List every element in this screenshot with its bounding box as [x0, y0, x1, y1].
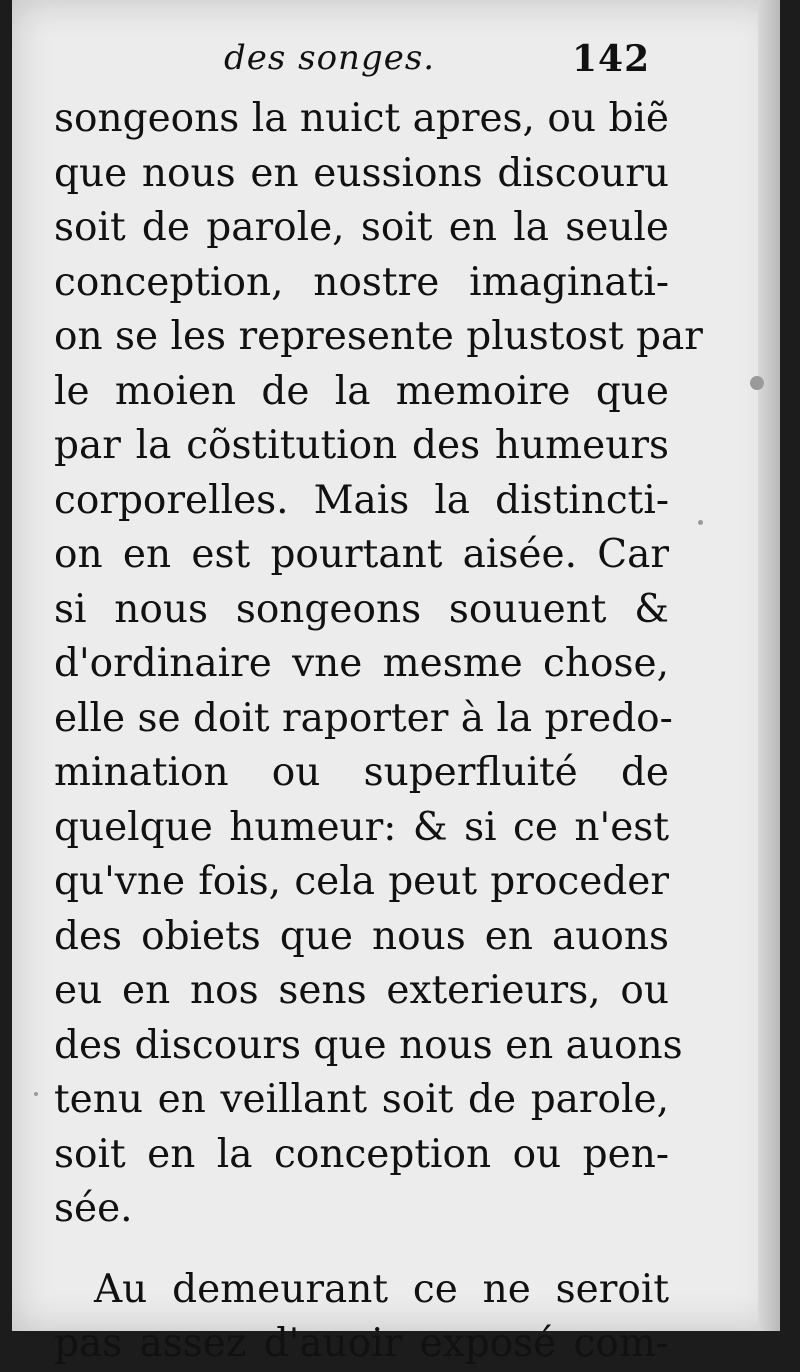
paragraph-gap: [54, 1237, 669, 1263]
text-line: elle se doit raporter à la predo-: [54, 695, 673, 741]
paper-speck: [750, 376, 764, 390]
running-head-title: des songes.: [224, 38, 436, 78]
text-line: on se les represente plustost par: [54, 314, 703, 359]
paper-speck: [698, 520, 703, 525]
text-line: soit de parole, soit en la seule: [54, 205, 669, 250]
text-line: que nous en eussions discouru: [54, 150, 669, 196]
page-number: 142: [572, 38, 651, 80]
running-head: [12, 38, 780, 94]
text-line: on en est pourtant aisée. Car: [54, 532, 669, 577]
text-line: songeons la nuict apres, ou biẽ: [54, 96, 669, 141]
text-line: soit en la conception ou pen-: [54, 1131, 669, 1177]
paper-speck: [34, 1092, 38, 1096]
text-line: qu'vne fois, cela peut proceder: [54, 859, 669, 904]
text-line: par la cõstitution des humeurs: [54, 423, 669, 468]
text-line: Au demeurant ce ne seroit: [94, 1266, 669, 1312]
body-text: [54, 92, 703, 1372]
text-line: tenu en veillant soit de parole,: [54, 1077, 669, 1122]
page-edge-shadow: [758, 0, 780, 1331]
text-line: le moien de la memoire que: [54, 368, 669, 414]
text-line: quelque humeur: & si ce n'est: [54, 804, 669, 850]
text-line: pas assez d'auoir exposé com-: [54, 1321, 669, 1366]
text-line: conception, nostre imaginati-: [54, 259, 669, 305]
text-line: des discours que nous en auons: [54, 1022, 683, 1068]
text-line: d'ordinaire vne mesme chose,: [54, 641, 669, 686]
text-line: des obiets que nous en auons: [54, 913, 669, 959]
text-line: sée.: [54, 1186, 133, 1231]
text-line: mination ou superfluité de: [54, 750, 669, 795]
text-line: eu en nos sens exterieurs, ou: [54, 968, 669, 1013]
book-page: [12, 0, 780, 1366]
text-line: si nous songeons souuent &: [54, 586, 669, 632]
text-line: corporelles. Mais la distincti-: [54, 477, 669, 523]
